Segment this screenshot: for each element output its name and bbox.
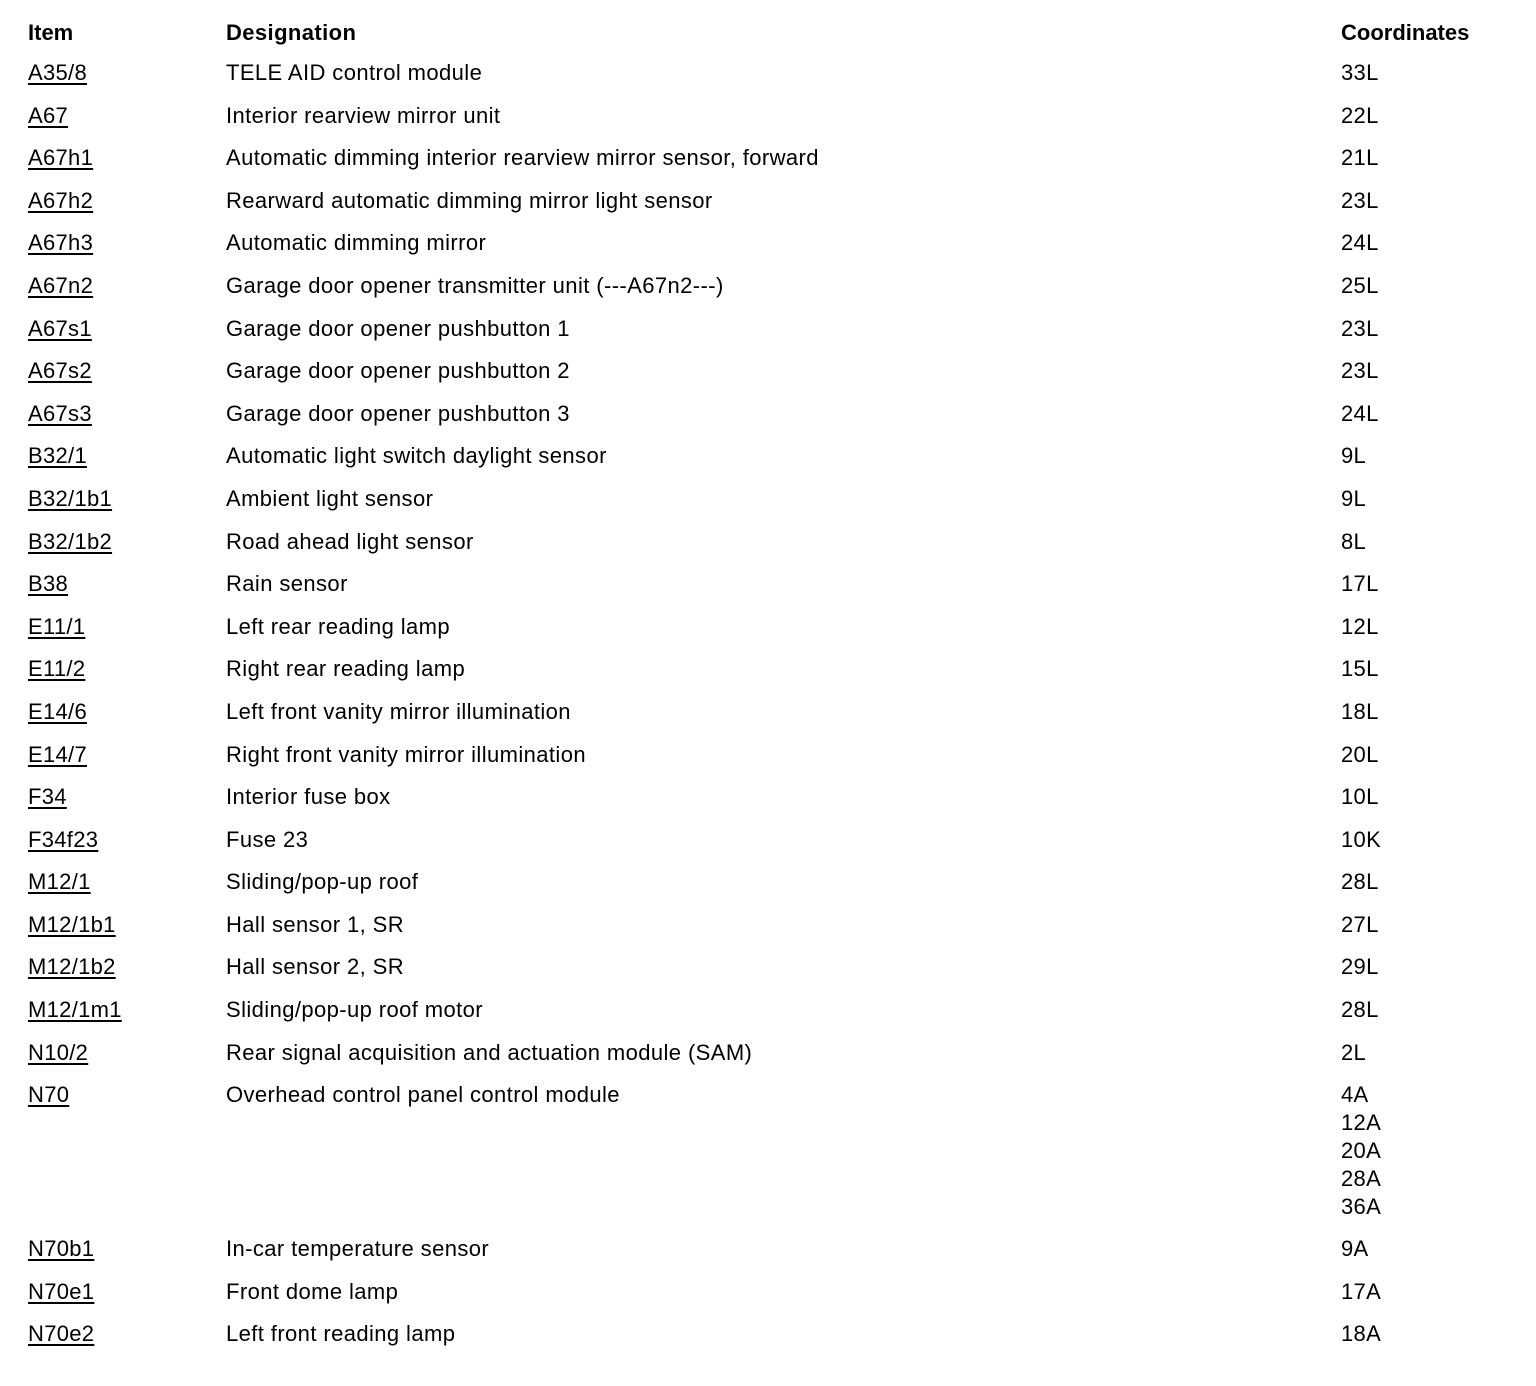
- item-link[interactable]: A67s3: [28, 400, 92, 426]
- item-cell: [28, 826, 226, 854]
- coordinate-value: 20L: [1341, 741, 1379, 767]
- designation-cell: Automatic light switch daylight sensor: [226, 443, 607, 469]
- coordinates-cell: [1341, 953, 1508, 981]
- table-row: [28, 315, 1508, 358]
- item-link[interactable]: N70b1: [28, 1236, 95, 1262]
- item-cell: [28, 357, 226, 385]
- table-row: [28, 187, 1508, 230]
- coordinate-value: 9A: [1341, 1236, 1369, 1262]
- coordinates-cell: [1341, 783, 1508, 811]
- item-link[interactable]: M12/1b1: [28, 911, 116, 937]
- designation-cell: Fuse 23: [226, 826, 309, 852]
- table-row: [28, 1039, 1508, 1082]
- designation-cell: Interior fuse box: [226, 784, 391, 810]
- table-row: [28, 400, 1508, 443]
- item-link[interactable]: M12/1m1: [28, 997, 122, 1023]
- item-cell: [28, 442, 226, 470]
- coordinates-cell: [1341, 315, 1508, 343]
- table-row: [28, 229, 1508, 272]
- table-row: [28, 953, 1508, 996]
- item-link[interactable]: A67h1: [28, 145, 94, 171]
- table-row: [28, 783, 1508, 826]
- designation-cell: Automatic dimming interior rearview mirror sensor, forward: [226, 145, 819, 171]
- coordinates-cell: [1341, 613, 1508, 641]
- designation-cell: Garage door opener pushbutton 3: [226, 400, 570, 426]
- table-row: [28, 102, 1508, 145]
- coordinate-value: 23L: [1341, 315, 1379, 341]
- coordinate-value: 23L: [1341, 187, 1379, 213]
- coordinates-cell: [1341, 485, 1508, 513]
- designation-cell: Left rear reading lamp: [226, 613, 451, 639]
- coordinate-value: 29L: [1341, 954, 1379, 980]
- table-body: [28, 59, 1508, 1363]
- table-row: [28, 357, 1508, 400]
- item-link[interactable]: F34: [28, 784, 67, 810]
- table-row: [28, 1278, 1508, 1321]
- item-cell: [28, 741, 226, 769]
- designation-cell: Rear signal acquisition and actuation module (SAM): [226, 1039, 753, 1065]
- designation-cell: Right front vanity mirror illumination: [226, 741, 586, 767]
- item-cell: [28, 102, 226, 130]
- coordinate-value: 2L: [1341, 1039, 1367, 1065]
- table-row: [28, 996, 1508, 1039]
- table-row: [28, 1081, 1508, 1235]
- table-row: [28, 272, 1508, 315]
- coordinate-value: 27L: [1341, 911, 1379, 937]
- coordinate-value: 4A: [1341, 1082, 1369, 1108]
- item-link[interactable]: E11/1: [28, 613, 86, 639]
- item-cell: [28, 528, 226, 556]
- item-link[interactable]: A67s1: [28, 315, 92, 341]
- table-row: [28, 570, 1508, 613]
- table-row: [28, 442, 1508, 485]
- item-link[interactable]: A67: [28, 102, 69, 128]
- coordinates-cell: [1341, 357, 1508, 385]
- coordinates-cell: [1341, 868, 1508, 896]
- table-row: [28, 698, 1508, 741]
- coordinate-value: 33L: [1341, 60, 1379, 85]
- coordinate-value: 12L: [1341, 613, 1379, 639]
- item-cell: [28, 485, 226, 513]
- item-cell: [28, 911, 226, 939]
- coordinate-value: 12A: [1341, 1110, 1382, 1136]
- coordinates-cell: [1341, 1081, 1508, 1221]
- designation-cell: Hall sensor 2, SR: [226, 954, 404, 980]
- item-link[interactable]: M12/1: [28, 869, 91, 895]
- designation-cell: Garage door opener pushbutton 2: [226, 358, 570, 384]
- table-row: [28, 911, 1508, 954]
- table-row: [28, 741, 1508, 784]
- coordinates-cell: [1341, 996, 1508, 1024]
- table-row: [28, 613, 1508, 656]
- coordinate-value: 22L: [1341, 102, 1379, 128]
- item-cell: [28, 613, 226, 641]
- coordinate-value: 24L: [1341, 230, 1379, 256]
- item-link[interactable]: E14/7: [28, 741, 87, 767]
- item-cell: [28, 59, 226, 87]
- item-cell: [28, 655, 226, 683]
- item-link[interactable]: N10/2: [28, 1039, 89, 1065]
- item-link[interactable]: B32/1: [28, 443, 87, 469]
- designation-cell: Ambient light sensor: [226, 485, 434, 511]
- coordinate-value: 36A: [1341, 1194, 1382, 1220]
- header-coordinates: Coordinates: [1341, 20, 1470, 45]
- item-cell: [28, 698, 226, 726]
- item-cell: [28, 144, 226, 172]
- item-link[interactable]: A67h3: [28, 230, 94, 256]
- header-item: Item: [28, 20, 74, 45]
- item-link[interactable]: N70e2: [28, 1321, 95, 1347]
- coordinate-value: 24L: [1341, 400, 1379, 426]
- coordinate-value: 9L: [1341, 443, 1367, 469]
- item-cell: [28, 1320, 226, 1348]
- item-cell: [28, 272, 226, 300]
- designation-cell: Rearward automatic dimming mirror light sensor: [226, 187, 713, 213]
- item-cell: [28, 315, 226, 343]
- designation-cell: Front dome lamp: [226, 1278, 399, 1304]
- item-cell: [28, 229, 226, 257]
- designation-cell: Rain sensor: [226, 571, 348, 597]
- item-cell: [28, 400, 226, 428]
- item-link[interactable]: E11/2: [28, 656, 86, 682]
- item-link[interactable]: N70e1: [28, 1278, 95, 1304]
- coordinates-cell: [1341, 911, 1508, 939]
- item-link[interactable]: E14/6: [28, 698, 87, 724]
- coordinates-cell: [1341, 1039, 1508, 1067]
- table-row: [28, 655, 1508, 698]
- coordinates-cell: [1341, 570, 1508, 598]
- item-link[interactable]: B38: [28, 571, 69, 597]
- table-header: [28, 19, 1508, 59]
- designation-cell: TELE AID control module: [226, 60, 483, 85]
- designation-cell: In-car temperature sensor: [226, 1236, 490, 1262]
- item-cell: [28, 1081, 226, 1109]
- coordinates-cell: [1341, 528, 1508, 556]
- coordinate-value: 28L: [1341, 869, 1379, 895]
- designation-cell: Road ahead light sensor: [226, 528, 474, 554]
- item-cell: [28, 187, 226, 215]
- table-row: [28, 528, 1508, 571]
- coordinates-cell: [1341, 400, 1508, 428]
- table-row: [28, 485, 1508, 528]
- coordinates-cell: [1341, 229, 1508, 257]
- coordinates-cell: [1341, 1320, 1508, 1348]
- coordinates-cell: [1341, 442, 1508, 470]
- coordinates-cell: [1341, 144, 1508, 172]
- table-row: [28, 826, 1508, 869]
- coordinate-value: 25L: [1341, 272, 1379, 298]
- item-link[interactable]: A35/8: [28, 60, 87, 85]
- item-cell: [28, 1278, 226, 1306]
- item-link[interactable]: A67s2: [28, 358, 92, 384]
- coordinate-value: 28L: [1341, 997, 1379, 1023]
- table-row: [28, 868, 1508, 911]
- coordinate-value: 18A: [1341, 1321, 1382, 1347]
- coordinate-value: 17L: [1341, 571, 1379, 597]
- item-link[interactable]: F34f23: [28, 826, 99, 852]
- coordinates-cell: [1341, 1235, 1508, 1263]
- coordinate-value: 20A: [1341, 1138, 1382, 1164]
- coordinates-cell: [1341, 59, 1508, 87]
- coordinates-cell: [1341, 655, 1508, 683]
- designation-cell: Hall sensor 1, SR: [226, 911, 404, 937]
- legend-table: [28, 19, 1508, 1363]
- coordinate-value: 9L: [1341, 485, 1367, 511]
- table-row: [28, 144, 1508, 187]
- coordinates-cell: [1341, 741, 1508, 769]
- item-link[interactable]: N70: [28, 1082, 70, 1108]
- table-row: [28, 59, 1508, 102]
- item-link[interactable]: M12/1b2: [28, 954, 116, 980]
- designation-cell: Automatic dimming mirror: [226, 230, 487, 256]
- coordinates-cell: [1341, 1278, 1508, 1306]
- item-link[interactable]: B32/1b2: [28, 528, 113, 554]
- coordinate-value: 10L: [1341, 784, 1379, 810]
- coordinate-value: 17A: [1341, 1278, 1382, 1304]
- item-link[interactable]: A67h2: [28, 187, 94, 213]
- item-cell: [28, 868, 226, 896]
- item-cell: [28, 1235, 226, 1263]
- coordinates-cell: [1341, 698, 1508, 726]
- coordinate-value: 23L: [1341, 358, 1379, 384]
- designation-cell: Garage door opener transmitter unit (---A67n2---): [226, 272, 724, 298]
- item-cell: [28, 570, 226, 598]
- table-row: [28, 1320, 1508, 1363]
- table-row: [28, 1235, 1508, 1278]
- coordinate-value: 10K: [1341, 826, 1382, 852]
- coordinates-cell: [1341, 272, 1508, 300]
- item-link[interactable]: B32/1b1: [28, 485, 113, 511]
- designation-cell: Left front reading lamp: [226, 1321, 456, 1347]
- coordinate-value: 21L: [1341, 145, 1379, 171]
- item-cell: [28, 783, 226, 811]
- coordinates-cell: [1341, 187, 1508, 215]
- coordinate-value: 15L: [1341, 656, 1379, 682]
- item-cell: [28, 996, 226, 1024]
- designation-cell: Left front vanity mirror illumination: [226, 698, 571, 724]
- designation-cell: Right rear reading lamp: [226, 656, 466, 682]
- item-cell: [28, 953, 226, 981]
- coordinate-value: 28A: [1341, 1166, 1382, 1192]
- designation-cell: Sliding/pop-up roof motor: [226, 997, 484, 1023]
- header-designation: Designation: [226, 20, 357, 45]
- designation-cell: Garage door opener pushbutton 1: [226, 315, 570, 341]
- item-link[interactable]: A67n2: [28, 272, 94, 298]
- coordinates-cell: [1341, 102, 1508, 130]
- coordinate-value: 18L: [1341, 698, 1379, 724]
- designation-cell: Interior rearview mirror unit: [226, 102, 501, 128]
- coordinate-value: 8L: [1341, 528, 1367, 554]
- designation-cell: Sliding/pop-up roof: [226, 869, 419, 895]
- coordinates-cell: [1341, 826, 1508, 854]
- item-cell: [28, 1039, 226, 1067]
- designation-cell: Overhead control panel control module: [226, 1082, 620, 1108]
